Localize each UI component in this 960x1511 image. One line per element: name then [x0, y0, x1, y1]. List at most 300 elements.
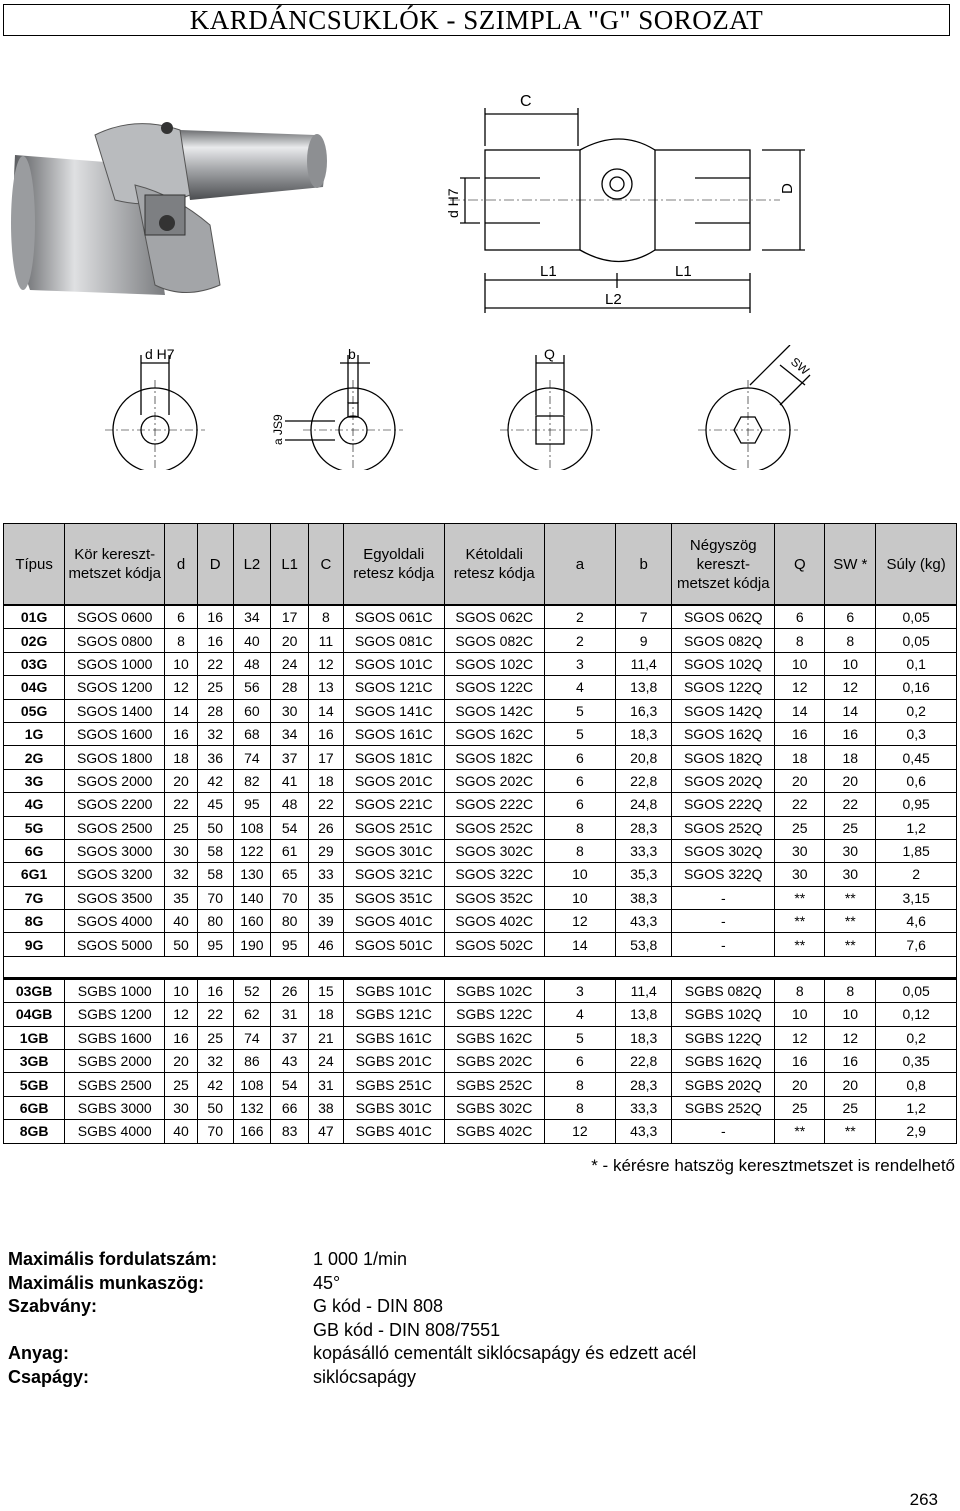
table-cell: 4,6: [876, 910, 957, 933]
table-cell: 10: [544, 863, 615, 886]
table-cell: 13: [309, 676, 344, 699]
table-cell: 108: [233, 816, 271, 839]
table-cell: SGOS 122C: [444, 676, 544, 699]
table-cell: 122: [233, 839, 271, 862]
table-cell: 35,3: [616, 863, 672, 886]
table-cell: SGOS 2500: [65, 816, 165, 839]
technical-drawing: [420, 88, 815, 323]
table-row: [4, 978, 957, 1002]
table-cell: 34: [271, 722, 309, 745]
table-cell: 6: [775, 605, 825, 629]
table-cell: SGOS 102Q: [672, 652, 775, 675]
table-cell: 12: [165, 676, 198, 699]
table-cell: SGOS 202Q: [672, 769, 775, 792]
table-cell: 46: [309, 933, 344, 956]
table-cell: SGOS 222Q: [672, 793, 775, 816]
table-cell: 58: [197, 839, 233, 862]
table-cell: SGOS 2200: [65, 793, 165, 816]
table-cell: 30: [825, 863, 876, 886]
table-header-row: [4, 524, 957, 606]
table-cell: SGOS 252C: [444, 816, 544, 839]
column-header: b: [616, 524, 672, 606]
table-cell: SGOS 221C: [343, 793, 444, 816]
table-cell: 50: [197, 1096, 233, 1119]
table-cell: SGOS 1000: [65, 652, 165, 675]
table-cell: 41: [271, 769, 309, 792]
table-cell: 18: [825, 746, 876, 769]
table-cell: 16: [165, 722, 198, 745]
column-header: Súly (kg): [876, 524, 957, 606]
table-cell: 3: [544, 978, 615, 1002]
table-cell: SGBS 301C: [343, 1096, 444, 1119]
table-cell: 82: [233, 769, 271, 792]
table-cell: 40: [165, 910, 198, 933]
column-header: Egyoldali retesz kódja: [343, 524, 444, 606]
table-cell: 0,8: [876, 1073, 957, 1096]
property-label: Anyag:: [8, 1343, 70, 1363]
type-code-cell: 04GB: [4, 1003, 65, 1026]
table-cell: 6: [544, 746, 615, 769]
table-cell: 12: [309, 652, 344, 675]
table-cell: 16: [197, 978, 233, 1002]
table-row: [4, 629, 957, 652]
table-cell: SGBS 102Q: [672, 1003, 775, 1026]
column-header: a: [544, 524, 615, 606]
table-cell: 37: [271, 1026, 309, 1049]
table-cell: 2: [544, 605, 615, 629]
table-cell: 38,3: [616, 886, 672, 909]
table-cell: SGOS 322Q: [672, 863, 775, 886]
table-row: [4, 722, 957, 745]
table-cell: 95: [197, 933, 233, 956]
table-cell: 8: [309, 605, 344, 629]
table-cell: 18,3: [616, 722, 672, 745]
table-cell: 54: [271, 1073, 309, 1096]
table-cell: 25: [165, 1073, 198, 1096]
type-code-cell: 02G: [4, 629, 65, 652]
table-cell: 37: [271, 746, 309, 769]
table-cell: 3: [544, 652, 615, 675]
spec-table: [3, 523, 957, 1144]
table-cell: 20: [165, 1050, 198, 1073]
table-cell: 6: [825, 605, 876, 629]
table-cell: 10: [775, 652, 825, 675]
table-cell: 0,05: [876, 629, 957, 652]
table-cell: SGOS 121C: [343, 676, 444, 699]
table-cell: 6: [544, 793, 615, 816]
table-cell: 62: [233, 1003, 271, 1026]
table-row: [4, 910, 957, 933]
table-cell: 21: [309, 1026, 344, 1049]
table-cell: SGOS 1400: [65, 699, 165, 722]
table-cell: 14: [775, 699, 825, 722]
table-cell: SGOS 081C: [343, 629, 444, 652]
table-cell: 80: [197, 910, 233, 933]
table-cell: 45: [197, 793, 233, 816]
table-cell: 18: [309, 769, 344, 792]
property-value: siklócsapágy: [313, 1366, 417, 1387]
table-cell: 0,16: [876, 676, 957, 699]
table-cell: 11: [309, 629, 344, 652]
table-cell: 25: [825, 1096, 876, 1119]
table-cell: 10: [825, 652, 876, 675]
table-cell: SGOS 082C: [444, 629, 544, 652]
table-cell: 16: [825, 1050, 876, 1073]
table-cell: SGBS 302C: [444, 1096, 544, 1119]
table-cell: 13,8: [616, 676, 672, 699]
column-header: SW *: [825, 524, 876, 606]
column-header: d: [165, 524, 198, 606]
table-row: [4, 699, 957, 722]
table-cell: 70: [271, 886, 309, 909]
title-box: [3, 4, 950, 36]
type-code-cell: 03GB: [4, 978, 65, 1002]
table-cell: -: [672, 933, 775, 956]
table-cell: 70: [197, 886, 233, 909]
table-separator-row: [4, 956, 957, 978]
page-title: KARDÁNCSUKLÓK - SZIMPLA "G" SOROZAT: [189, 4, 764, 35]
table-cell: 30: [165, 839, 198, 862]
table-cell: SGOS 142Q: [672, 699, 775, 722]
table-cell: SGOS 082Q: [672, 629, 775, 652]
table-cell: SGOS 102C: [444, 652, 544, 675]
table-cell: 16: [165, 1026, 198, 1049]
table-cell: SGOS 352C: [444, 886, 544, 909]
table-cell: 12: [825, 1026, 876, 1049]
table-cell: SGBS 162Q: [672, 1050, 775, 1073]
table-cell: 4: [544, 1003, 615, 1026]
table-cell: 28,3: [616, 1073, 672, 1096]
table-cell: 32: [165, 863, 198, 886]
table-cell: SGBS 1000: [65, 978, 165, 1002]
table-cell: SGOS 1800: [65, 746, 165, 769]
type-code-cell: 3G: [4, 769, 65, 792]
table-cell: 31: [309, 1073, 344, 1096]
table-row: [4, 746, 957, 769]
table-cell: SGOS 1600: [65, 722, 165, 745]
table-cell: 3,15: [876, 886, 957, 909]
table-cell: SGBS 1600: [65, 1026, 165, 1049]
table-cell: **: [775, 910, 825, 933]
table-cell: SGOS 302Q: [672, 839, 775, 862]
table-cell: SGBS 082Q: [672, 978, 775, 1002]
table-cell: 83: [271, 1120, 309, 1143]
table-cell: 16: [775, 722, 825, 745]
table-cell: 95: [271, 933, 309, 956]
table-cell: 10: [825, 1003, 876, 1026]
table-cell: **: [825, 910, 876, 933]
table-cell: SGBS 1200: [65, 1003, 165, 1026]
table-cell: 22: [825, 793, 876, 816]
table-cell: 33,3: [616, 839, 672, 862]
table-row: [4, 652, 957, 675]
table-row: [4, 1120, 957, 1143]
table-cell: 0,45: [876, 746, 957, 769]
property-label: Maximális munkaszög:: [8, 1272, 205, 1293]
table-row: [4, 793, 957, 816]
table-cell: 0,05: [876, 605, 957, 629]
table-cell: 12: [775, 1026, 825, 1049]
table-cell: SGBS 122Q: [672, 1026, 775, 1049]
table-cell: 36: [197, 746, 233, 769]
table-cell: 190: [233, 933, 271, 956]
column-header: Q: [775, 524, 825, 606]
table-cell: 20: [775, 769, 825, 792]
property-label: Csapágy:: [8, 1366, 90, 1387]
table-cell: 30: [775, 863, 825, 886]
table-cell: SGBS 202C: [444, 1050, 544, 1073]
table-cell: 25: [197, 676, 233, 699]
table-cell: 40: [165, 1120, 198, 1143]
table-row: [4, 1096, 957, 1119]
table-cell: 6: [544, 1050, 615, 1073]
table-cell: 8: [775, 978, 825, 1002]
table-cell: 30: [165, 1096, 198, 1119]
table-cell: 50: [165, 933, 198, 956]
table-cell: 11,4: [616, 978, 672, 1002]
table-cell: -: [672, 1120, 775, 1143]
table-row: [4, 886, 957, 909]
table-cell: 4: [544, 676, 615, 699]
table-cell: 0,95: [876, 793, 957, 816]
drawing-label-c: C: [520, 93, 532, 110]
table-cell: SGBS 3000: [65, 1096, 165, 1119]
table-cell: SGBS 202Q: [672, 1073, 775, 1096]
table-cell: SGOS 182C: [444, 746, 544, 769]
table-cell: 43,3: [616, 910, 672, 933]
table-cell: SGOS 0800: [65, 629, 165, 652]
column-header: Kétoldali retesz kódja: [444, 524, 544, 606]
table-cell: 24: [309, 1050, 344, 1073]
table-cell: SGOS 4000: [65, 910, 165, 933]
type-code-cell: 7G: [4, 886, 65, 909]
table-cell: SGBS 161C: [343, 1026, 444, 1049]
table-cell: 132: [233, 1096, 271, 1119]
section-label-q: Q: [544, 346, 555, 362]
table-cell: 8: [775, 629, 825, 652]
drawing-label-l1-left: L1: [540, 263, 557, 280]
table-cell: 12: [165, 1003, 198, 1026]
table-cell: 16: [197, 629, 233, 652]
table-cell: 30: [775, 839, 825, 862]
table-cell: **: [775, 1120, 825, 1143]
table-cell: 95: [233, 793, 271, 816]
section-label-dh7: d H7: [145, 346, 175, 362]
table-cell: SGOS 3000: [65, 839, 165, 862]
table-cell: 22: [197, 652, 233, 675]
table-cell: 28: [271, 676, 309, 699]
table-cell: 25: [165, 816, 198, 839]
table-cell: 8: [825, 629, 876, 652]
type-code-cell: 8G: [4, 910, 65, 933]
table-cell: SGBS 101C: [343, 978, 444, 1002]
table-cell: SGOS 101C: [343, 652, 444, 675]
table-cell: SGOS 162Q: [672, 722, 775, 745]
table-cell: 14: [165, 699, 198, 722]
table-cell: 33,3: [616, 1096, 672, 1119]
table-cell: 20: [271, 629, 309, 652]
table-cell: 12: [544, 910, 615, 933]
table-cell: SGOS 182Q: [672, 746, 775, 769]
type-code-cell: 04G: [4, 676, 65, 699]
table-cell: SGBS 121C: [343, 1003, 444, 1026]
table-row: [4, 1050, 957, 1073]
table-cell: 8: [165, 629, 198, 652]
table-cell: SGBS 2000: [65, 1050, 165, 1073]
table-cell: 20,8: [616, 746, 672, 769]
table-cell: 1,2: [876, 816, 957, 839]
table-cell: SGOS 302C: [444, 839, 544, 862]
type-code-cell: 6G: [4, 839, 65, 862]
table-cell: SGOS 181C: [343, 746, 444, 769]
table-cell: 22: [197, 1003, 233, 1026]
table-cell: 25: [775, 1096, 825, 1119]
table-cell: 0,12: [876, 1003, 957, 1026]
table-cell: 0,6: [876, 769, 957, 792]
table-cell: 48: [271, 793, 309, 816]
table-cell: 0,2: [876, 699, 957, 722]
table-row: [4, 1003, 957, 1026]
table-row: [4, 676, 957, 699]
drawing-label-l2: L2: [605, 291, 622, 308]
table-cell: 8: [544, 1073, 615, 1096]
table-cell: 65: [271, 863, 309, 886]
table-cell: 40: [233, 629, 271, 652]
column-header: Négyszög kereszt- metszet kódja: [672, 524, 775, 606]
table-row: [4, 1073, 957, 1096]
table-cell: 17: [271, 605, 309, 629]
table-cell: 16: [309, 722, 344, 745]
table-cell: 22: [165, 793, 198, 816]
table-cell: SGOS 122Q: [672, 676, 775, 699]
table-cell: 31: [271, 1003, 309, 1026]
table-cell: SGOS 162C: [444, 722, 544, 745]
table-cell: 20: [825, 769, 876, 792]
table-cell: 2: [544, 629, 615, 652]
table-cell: 26: [309, 816, 344, 839]
table-cell: 68: [233, 722, 271, 745]
table-cell: 34: [233, 605, 271, 629]
table-cell: **: [825, 1120, 876, 1143]
section-label-b: b: [348, 346, 356, 362]
type-code-cell: 6G1: [4, 863, 65, 886]
table-cell: 0,1: [876, 652, 957, 675]
table-cell: 74: [233, 746, 271, 769]
table-row: [4, 769, 957, 792]
table-cell: 25: [825, 816, 876, 839]
table-cell: 12: [775, 676, 825, 699]
table-cell: 66: [271, 1096, 309, 1119]
table-cell: 8: [544, 1096, 615, 1119]
type-code-cell: 1GB: [4, 1026, 65, 1049]
table-cell: 20: [825, 1073, 876, 1096]
table-cell: 56: [233, 676, 271, 699]
table-cell: 14: [544, 933, 615, 956]
table-row: [4, 816, 957, 839]
separator-cell: [4, 956, 957, 978]
table-cell: 140: [233, 886, 271, 909]
table-cell: SGOS 321C: [343, 863, 444, 886]
table-cell: 70: [197, 1120, 233, 1143]
table-cell: 22,8: [616, 1050, 672, 1073]
table-cell: SGOS 222C: [444, 793, 544, 816]
type-code-cell: 1G: [4, 722, 65, 745]
table-cell: 16: [197, 605, 233, 629]
table-cell: SGOS 201C: [343, 769, 444, 792]
table-cell: SGOS 402C: [444, 910, 544, 933]
table-cell: 30: [271, 699, 309, 722]
type-code-cell: 5GB: [4, 1073, 65, 1096]
table-cell: 16: [825, 722, 876, 745]
table-cell: 1,85: [876, 839, 957, 862]
type-code-cell: 03G: [4, 652, 65, 675]
type-code-cell: 05G: [4, 699, 65, 722]
table-cell: 14: [825, 699, 876, 722]
table-cell: 108: [233, 1073, 271, 1096]
table-cell: SGOS 5000: [65, 933, 165, 956]
table-cell: 8: [544, 839, 615, 862]
table-cell: SGBS 201C: [343, 1050, 444, 1073]
table-cell: 0,3: [876, 722, 957, 745]
property-value: 1 000 1/min: [313, 1249, 408, 1269]
table-cell: 5: [544, 699, 615, 722]
table-cell: 2,9: [876, 1120, 957, 1143]
table-cell: SGOS 161C: [343, 722, 444, 745]
table-cell: 28: [197, 699, 233, 722]
table-cell: 2: [876, 863, 957, 886]
table-cell: 22: [309, 793, 344, 816]
table-cell: 50: [197, 816, 233, 839]
table-cell: SGOS 3500: [65, 886, 165, 909]
column-header: C: [309, 524, 344, 606]
table-cell: 10: [165, 652, 198, 675]
table-cell: 166: [233, 1120, 271, 1143]
table-cell: 1,2: [876, 1096, 957, 1119]
type-code-cell: 4G: [4, 793, 65, 816]
table-cell: 160: [233, 910, 271, 933]
column-header: D: [197, 524, 233, 606]
table-cell: -: [672, 886, 775, 909]
table-cell: SGOS 142C: [444, 699, 544, 722]
g-series-body: [4, 605, 957, 1143]
table-cell: SGOS 252Q: [672, 816, 775, 839]
table-cell: 58: [197, 863, 233, 886]
table-cell: 10: [544, 886, 615, 909]
table-cell: 38: [309, 1096, 344, 1119]
type-code-cell: 01G: [4, 605, 65, 629]
table-cell: 13,8: [616, 1003, 672, 1026]
drawing-label-l1-right: L1: [675, 263, 692, 280]
table-cell: SGOS 322C: [444, 863, 544, 886]
table-cell: 10: [775, 1003, 825, 1026]
type-code-cell: 2G: [4, 746, 65, 769]
table-cell: SGOS 502C: [444, 933, 544, 956]
table-cell: SGOS 061C: [343, 605, 444, 629]
table-cell: SGOS 501C: [343, 933, 444, 956]
table-cell: 7,6: [876, 933, 957, 956]
table-cell: **: [775, 886, 825, 909]
table-cell: SGBS 2500: [65, 1073, 165, 1096]
table-cell: 14: [309, 699, 344, 722]
table-cell: SGBS 102C: [444, 978, 544, 1002]
table-cell: 130: [233, 863, 271, 886]
table-cell: SGOS 251C: [343, 816, 444, 839]
table-cell: 22: [775, 793, 825, 816]
table-cell: 61: [271, 839, 309, 862]
table-cell: 0,2: [876, 1026, 957, 1049]
column-header: Típus: [4, 524, 65, 606]
table-cell: SGBS 402C: [444, 1120, 544, 1143]
